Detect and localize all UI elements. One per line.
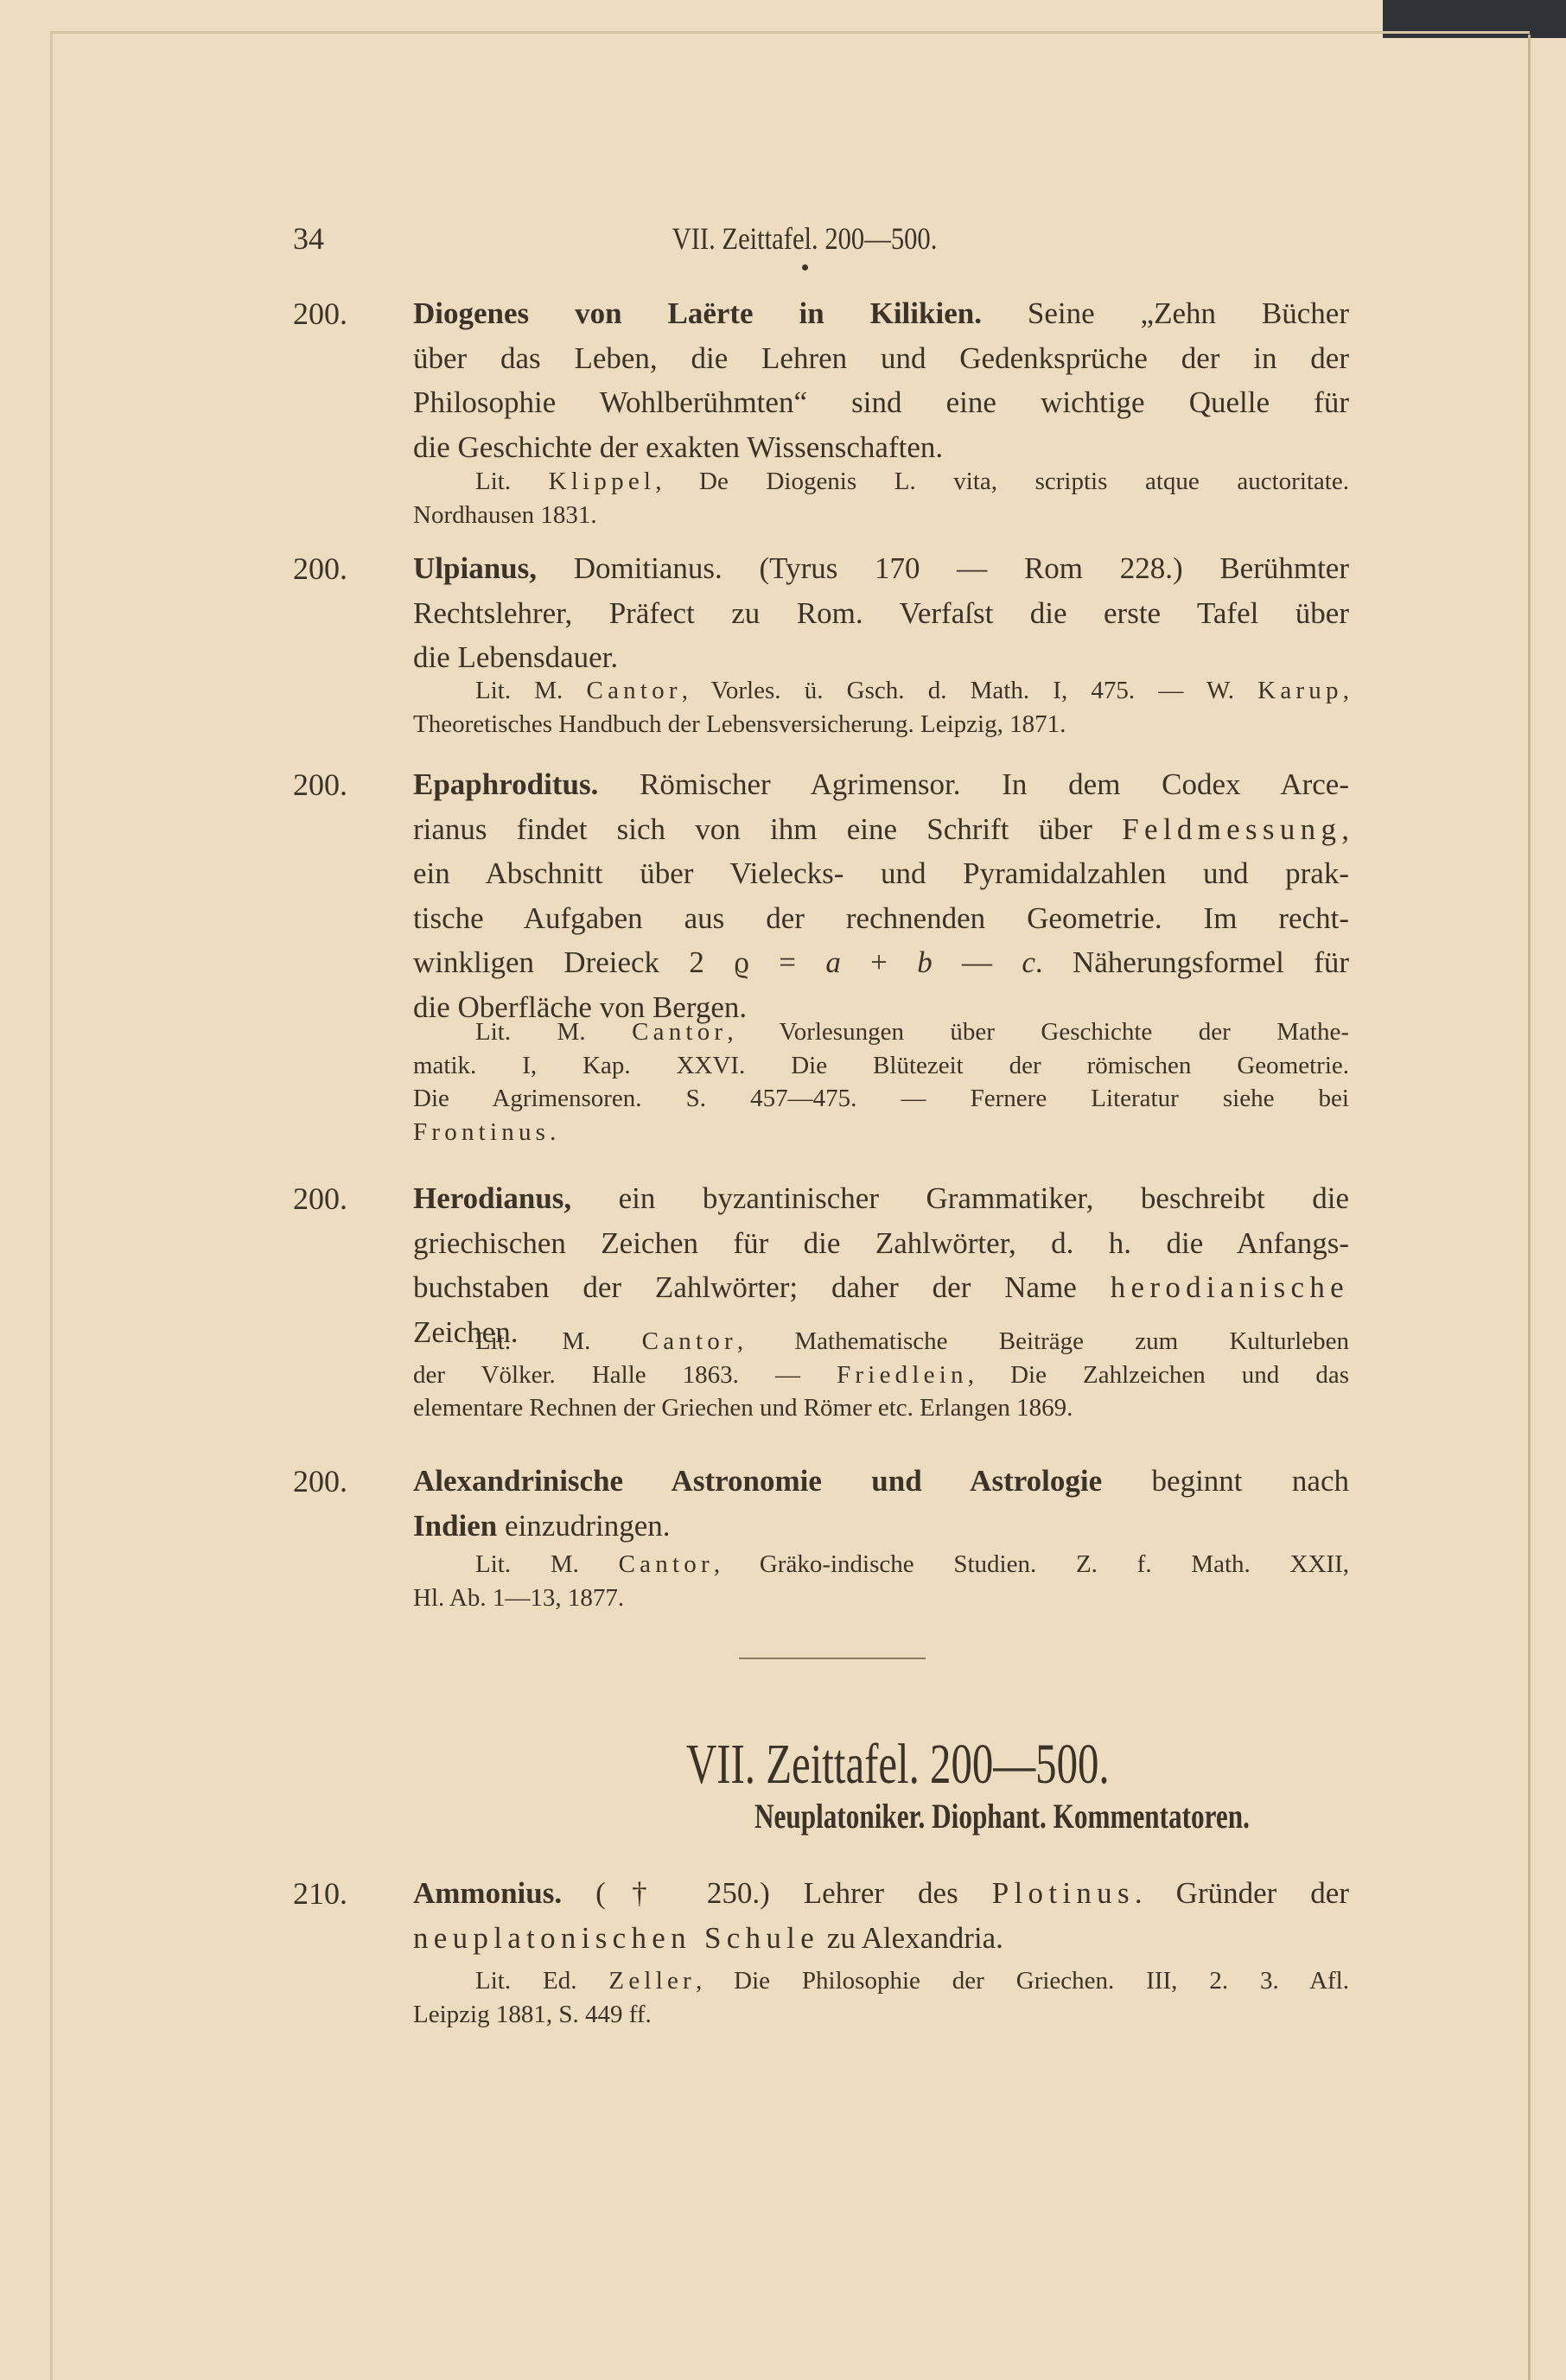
entry-year: 200. [293,551,347,586]
text-run: , Gräko-indische Studien. Z. f. Math. XXII, [713,1550,1349,1578]
entry-heading: Herodianus, [413,1181,572,1215]
text-line [413,1459,1349,1504]
spaced-name: Cantor [632,1018,728,1046]
spaced-name: Zeller [608,1967,696,1995]
spaced-name: Karup [1257,677,1343,704]
text-run: Lit. M. [475,1327,642,1355]
text-run: beginnt nach [1102,1464,1350,1498]
text-run: + [840,945,918,979]
running-title: VII. Zeittafel. 200—500. [672,221,938,256]
page-number: 34 [293,221,324,256]
text-line: die Oberfläche von Bergen. [413,990,748,1024]
text-run: — [932,945,1022,979]
literature-line: Theoretisches Handbuch der Lebensversicherung. Leipzig, 1871. [413,710,1066,738]
text-run: († 250.) Lehrer des [562,1876,992,1910]
text-run: Römischer Agrimensor. In dem Codex Arce- [598,767,1349,801]
literature-reference [413,1015,1349,1149]
entry-text [413,762,1349,1029]
spaced-name: neuplatonischen Schule [413,1920,820,1955]
literature-reference [413,465,1349,531]
section-subtitle: Neuplatoniker. Diophant. Kommentatoren. [754,1797,1250,1836]
text-run: . Näherungsformel für [1034,945,1350,979]
literature-line [413,1548,1349,1581]
text-run: , De Diogenis L. vita, scriptis atque auctoritate. [655,468,1349,495]
text-line [413,1504,1349,1549]
text-run: Lit. M. [475,1018,633,1046]
text-run: zu Alexandria. [819,1920,1003,1955]
spaced-name: Cantor [618,1550,714,1578]
entry-text [413,1459,1349,1548]
text-run: , [1341,811,1349,846]
text-line [413,940,1349,985]
literature-line: Leipzig 1881, S. 449 ff. [413,2000,652,2028]
literature-line: matik. I, Kap. XXVI. Die Blütezeit der römischen Geometrie. [413,1051,1349,1079]
entry-year: 200. [293,767,347,802]
text-line [413,1265,1349,1310]
entry-heading: Alexandrinische Astronomie und Astrologie [413,1464,1103,1498]
spaced-name: Klippel [548,468,656,495]
text-run: Lit. [475,468,549,495]
entry-text [413,291,1349,469]
text-run: Seine „Zehn Bücher [981,296,1350,330]
text-line [413,1176,1349,1221]
entry-year: 200. [293,296,347,331]
spaced-name: Cantor [641,1327,737,1355]
spaced-name: Plotinus [991,1876,1135,1910]
spaced-name: Feldmessung [1122,811,1342,846]
text-run: Lit. M. [475,677,587,704]
text-run: winkligen Dreieck 2 ϱ = [413,945,826,979]
literature-line [413,1116,1349,1149]
text-run: einzudringen. [497,1508,671,1543]
text-run: Domitianus. (Tyrus 170 — Rom 228.) Berühmter [537,551,1349,585]
literature-line [413,465,1349,499]
text-line [413,546,1349,591]
entry-text [413,1871,1349,1960]
text-run: der Völker. Halle 1863. — [413,1360,837,1389]
literature-reference [413,674,1349,741]
spaced-name: Friedlein [837,1360,968,1389]
text-line [413,1916,1349,1961]
literature-line: Hl. Ab. 1—13, 1877. [413,1583,625,1612]
text-run: , Vorles. ü. Gsch. d. Math. I, 475. — W. [681,677,1258,704]
entry-year: 200. [293,1464,347,1499]
text-run: , Mathematische Beiträge zum Kulturleben [736,1327,1349,1355]
literature-line [413,1015,1349,1049]
text-line: griechischen Zeichen für die Zahlwörter, d. h. die Anfangs- [413,1225,1349,1260]
spaced-name: herodianische [1110,1270,1349,1304]
math-variable: c [1022,945,1035,979]
entry-year: 200. [293,1181,347,1216]
text-line: Rechtslehrer, Präfect zu Rom. Verfaſst die erste Tafel über [413,595,1349,630]
text-run: Lit. Ed. [475,1967,609,1995]
entry-heading: Ammonius. [413,1876,563,1910]
entry-year: 210. [293,1876,347,1911]
text-line [413,807,1349,852]
math-variable: b [917,945,933,979]
literature-line: Die Agrimensoren. S. 457—475. — Fernere Literatur siehe bei [413,1085,1349,1113]
text-line: Zeichen. [413,1314,519,1349]
text-run: , Die Zahlzeichen und das [967,1360,1350,1389]
text-run: . [550,1117,557,1146]
literature-reference [413,1325,1349,1425]
literature-line [413,1964,1349,1998]
literature-line [413,674,1349,708]
text-run: Lit. M. [475,1550,619,1578]
entry-text [413,546,1349,680]
literature-line [413,1325,1349,1359]
entry-heading: Epaphroditus. [413,767,599,801]
text-line: die Geschichte der exakten Wissenschaften. [413,430,944,464]
spaced-name: Frontinus [413,1117,551,1146]
text-line: die Lebensdauer. [413,640,619,674]
literature-line: Nordhausen 1831. [413,500,597,529]
text-line [413,762,1349,807]
literature-reference [413,1548,1349,1614]
literature-line: elementare Rechnen der Griechen und Römer etc. Erlangen 1869. [413,1394,1073,1422]
text-line: tische Aufgaben aus der rechnenden Geometrie. Im recht- [413,900,1349,935]
text-run: rianus findet sich von ihm eine Schrift über [413,811,1123,846]
text-line [413,291,1349,336]
text-run: , Die Philosophie der Griechen. III, 2. 3. Afl. [695,1967,1349,1995]
text-run: . Gründer der [1134,1876,1350,1910]
text-line [413,1871,1349,1916]
text-run: buchstaben der Zahlwörter; daher der Name [413,1270,1111,1304]
literature-reference [413,1964,1349,2031]
text-run: ein byzantinischer Grammatiker, beschreibt die [571,1181,1349,1215]
literature-line [413,1359,1349,1392]
text-line: über das Leben, die Lehren und Gedenksprüche der in der [413,340,1349,375]
entry-heading: Ulpianus, [413,551,537,585]
text-run: , Vorlesungen über Geschichte der Mathe- [727,1018,1349,1046]
header-dot [802,264,808,270]
section-title: VII. Zeittafel. 200—500. [686,1733,1110,1796]
entry-heading: Diogenes von Laërte in Kilikien. [413,296,982,330]
text-line: ein Abschnitt über Vielecks- und Pyramidalzahlen und prak- [413,856,1349,890]
section-divider [739,1658,926,1659]
entry-heading: Indien [413,1508,498,1543]
math-variable: a [825,945,841,979]
text-run: , [1342,677,1349,704]
spaced-name: Cantor [586,677,682,704]
text-line: Philosophie Wohlberühmten“ sind eine wichtige Quelle für [413,385,1349,419]
